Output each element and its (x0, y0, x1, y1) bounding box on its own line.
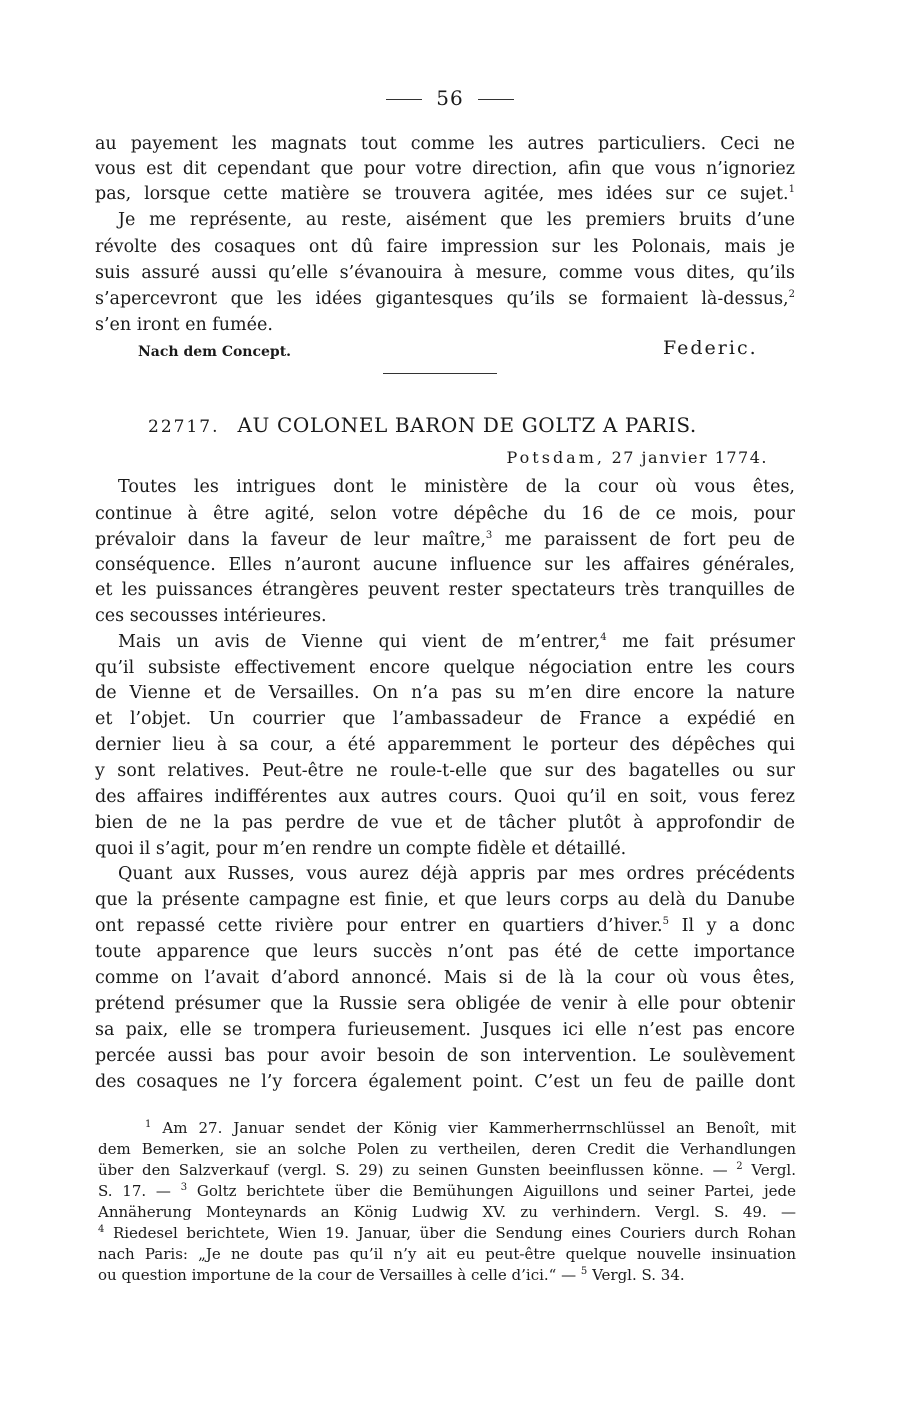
text-line: de Vienne et de Versailles. On n’a pas su m’en dire encore la nature (95, 683, 795, 703)
footnote-number: 1 (145, 1119, 152, 1130)
letter-heading (148, 413, 748, 437)
text-line: continue à être agité, selon votre dépêche du 16 de ce mois, pour (95, 504, 795, 524)
footnote-text: Riedesel berichtete, Wien 19. Januar, über die Sendung eines Couriers durch Rohan (112, 1224, 796, 1242)
text-line: toute apparence que leurs succès n’ont pas été de cette importance (95, 942, 795, 962)
text-span: Il y a donc (681, 916, 795, 936)
text-span: me paraissent de fort peu de (504, 530, 795, 550)
letter-title: AU COLONEL BARON DE GOLTZ A PARIS. (237, 413, 697, 437)
footnote-line: nach Paris: „Je ne doute pas qu’il n’y ait eu peut-être quelque nouvelle insinuation (98, 1245, 796, 1263)
text-span: ont repassé cette rivière pour entrer en quartiers d’hiver. (95, 916, 663, 936)
page-number-dash-left (386, 99, 422, 100)
text-span: s’apercevront que les idées gigantesques qu’ils se formaient là-dessus, (95, 289, 789, 309)
text-line: que la présente campagne est finie, et que leurs corps au delà du Danube (95, 890, 795, 910)
footnote-text: Goltz berichtete über die Bemühungen Aiguillons und seiner Partei, jede (196, 1182, 796, 1200)
dateline (507, 448, 768, 467)
footnote-text: Am 27. Januar sendet der König vier Kammerherrnschlüssel an Benoît, mit (162, 1119, 796, 1137)
footnote-ref: 4 (600, 632, 607, 644)
text-line (95, 528, 795, 552)
text-line: suis assuré aussi qu’elle s’évanouira à mesure, comme vous dites, qu’ils (95, 263, 795, 283)
footnote-number: 4 (98, 1224, 105, 1235)
footnote-line (98, 1181, 796, 1201)
signature: Federic. (663, 337, 758, 359)
text-span: prévaloir dans la faveur de leur maître, (95, 530, 486, 550)
footnote-text: S. 17. — (98, 1182, 171, 1200)
text-line (95, 914, 795, 938)
text-span: pas, lorsque cette matière se trouvera agitée, mes idées sur ce sujet. (95, 184, 789, 204)
footnote-ref: 2 (788, 289, 795, 301)
footnote-line (98, 1223, 796, 1243)
text-line (95, 182, 795, 206)
footnote-line (145, 1118, 796, 1138)
page-number-dash-right (478, 99, 514, 100)
text-line (118, 630, 795, 654)
section-divider (383, 373, 497, 374)
text-line: dernier lieu à sa cour, a été apparemment le porteur des dépêches qui (95, 735, 795, 755)
dateline-date: 27 janvier 1774. (611, 448, 768, 467)
footnote-line (98, 1265, 796, 1285)
footnote-text: Vergl. (751, 1161, 796, 1179)
footnote-line: Annäherung Monteynards an König Ludwig XV. zu verhindern. Vergl. S. 49. — (98, 1203, 796, 1221)
text-line: et les puissances étrangères peuvent rester spectateurs très tranquilles de (95, 580, 795, 600)
text-span: me fait présumer (622, 632, 795, 652)
letter-number: 22717. (148, 417, 220, 437)
text-line: comme on l’avait d’abord annoncé. Mais si de là la cour où vous êtes, (95, 968, 795, 988)
footnote-ref: 3 (485, 530, 493, 542)
text-line (95, 287, 795, 311)
source-note: Nach dem Concept. (138, 344, 292, 360)
text-line: quoi il s’agit, pour m’en rendre un compte fidèle et détaillé. (95, 839, 627, 859)
text-line: Toutes les intrigues dont le ministère de la cour où vous êtes, (118, 477, 795, 497)
text-line: conséquence. Elles n’auront aucune influence sur les affaires générales, (95, 555, 795, 575)
text-line: qu’il subsiste effectivement encore quelque négociation entre les cours (95, 658, 795, 678)
footnote-text: Vergl. S. 34. (592, 1266, 685, 1284)
text-line: révolte des cosaques ont dû faire impression sur les Polonais, mais je (95, 237, 795, 257)
text-line: des affaires indifférentes aux autres cours. Quoi qu’il en soit, vous ferez (95, 787, 795, 807)
text-line: Je me représente, au reste, aisément que les premiers bruits d’une (118, 210, 795, 230)
text-line: sa paix, elle se trompera furieusement. Jusques ici elle n’est pas encore (95, 1020, 795, 1040)
footnote-text: ou question importune de la cour de Versailles à celle d’ici.“ — (98, 1266, 577, 1284)
text-line: vous est dit cependant que pour votre direction, afin que vous n’ignoriez (95, 159, 795, 179)
text-line: y sont relatives. Peut-être ne roule-t-elle que sur des bagatelles ou sur (95, 761, 795, 781)
text-line: et l’objet. Un courrier que l’ambassadeur de France a expédié en (95, 709, 795, 729)
footnote-ref: 5 (662, 916, 669, 928)
text-line: Quant aux Russes, vous aurez déjà appris par mes ordres précédents (118, 864, 795, 884)
footnote-text: über den Salzverkauf (vergl. S. 29) zu seinen Gunsten beeinflussen könne. — (98, 1161, 728, 1179)
text-line: percée aussi bas pour avoir besoin de son intervention. Le soulèvement (95, 1046, 795, 1066)
footnote-number: 2 (736, 1161, 743, 1172)
footnote-line: dem Bemerken, sie an solche Polen zu vertheilen, deren Credit die Verhandlungen (98, 1140, 796, 1158)
page-number-text: 56 (436, 86, 464, 110)
text-line: au payement les magnats tout comme les autres particuliers. Ceci ne (95, 134, 795, 154)
footnote-number: 5 (580, 1266, 588, 1277)
text-line: des cosaques ne l’y forcera également point. C’est un feu de paille dont (95, 1072, 795, 1092)
footnote-ref: 1 (788, 184, 795, 196)
text-line: bien de ne la pas perdre de vue et de tâcher plutôt à approfondir de (95, 813, 795, 833)
text-line: ces secousses intérieures. (95, 606, 327, 626)
dateline-place: Potsdam, (506, 448, 605, 467)
page-number (0, 86, 900, 110)
text-line: prétend présumer que la Russie sera obligée de venir à elle pour obtenir (95, 994, 795, 1014)
footnote-line (98, 1160, 796, 1180)
text-line: s’en iront en fumée. (95, 315, 273, 335)
text-span: Mais un avis de Vienne qui vient de m’entrer, (118, 632, 601, 652)
footnote-number: 3 (180, 1182, 188, 1193)
